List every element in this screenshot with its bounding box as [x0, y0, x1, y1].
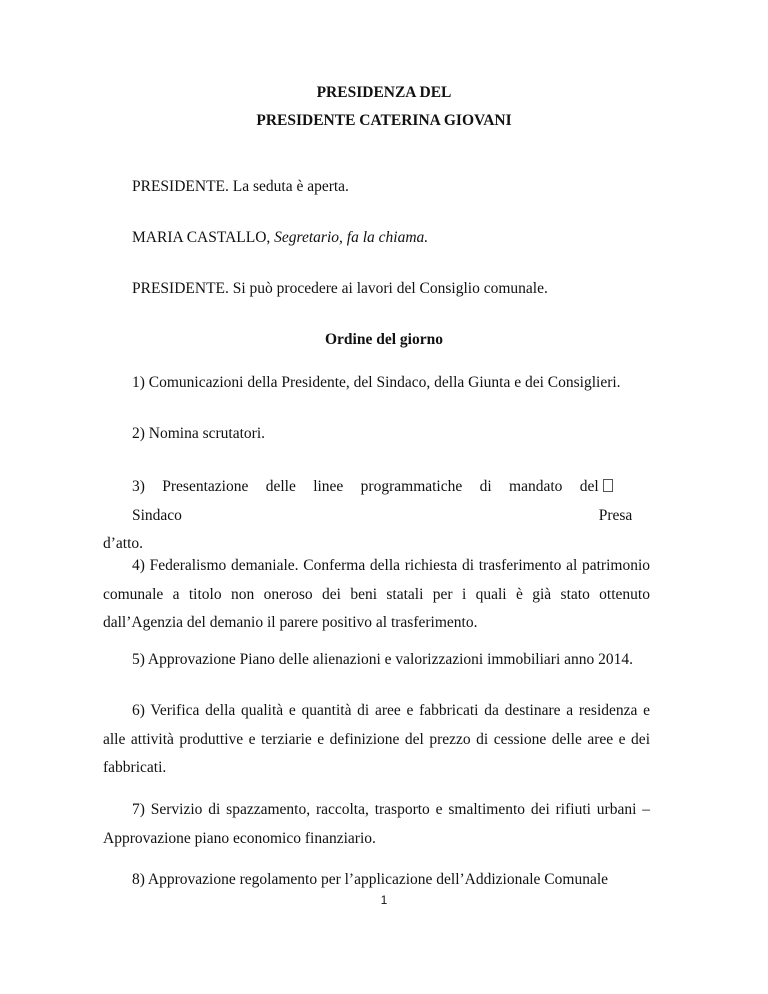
secretary-role: Segretario, fa la chiama. — [274, 229, 429, 246]
agenda-item-3 — [103, 473, 650, 559]
agenda-item-7: 7) Servizio di spazzamento, raccolta, trasporto e smaltimento dei rifiuti urbani – Approvazione piano economico finanziario. — [103, 801, 650, 847]
agenda-item-5: 5) Approvazione Piano delle alienazioni e valorizzazioni immobiliari anno 2014. — [132, 651, 634, 668]
header-line-1: PRESIDENZA DEL — [316, 84, 452, 101]
page-number: 1 — [380, 893, 388, 907]
agenda-item-3-text: 3) Presentazione delle linee programmatiche di mandato del Sindaco — [132, 478, 599, 524]
intro-paragraph-2 — [132, 229, 428, 247]
agenda-item-3-tail: Presa — [598, 506, 633, 524]
placeholder-box-icon — [603, 479, 613, 492]
agenda-item-3-line2: d’atto. — [103, 535, 144, 552]
agenda-item-1: 1) Comunicazioni della Presidente, del Sindaco, della Giunta e dei Consiglieri. — [132, 374, 621, 391]
agenda-item-2: 2) Nomina scrutatori. — [132, 425, 266, 442]
intro-paragraph-3: PRESIDENTE. Si può procedere ai lavori del Consiglio comunale. — [132, 280, 548, 297]
agenda-title: Ordine del giorno — [325, 331, 443, 348]
agenda-item-4: 4) Federalismo demaniale. Conferma della richiesta di trasferimento al patrimonio comunale a titolo non oneroso dei beni statali per i quali è già stato ottenuto dall’Agenzia del demanio il parere positivo al trasferimento. — [103, 557, 650, 631]
header-line-2: PRESIDENTE CATERINA GIOVANI — [256, 112, 512, 129]
secretary-name: MARIA CASTALLO, — [132, 229, 275, 246]
agenda-item-6: 6) Verifica della qualità e quantità di aree e fabbricati da destinare a residenza e alle attività produttive e terziarie e definizione del prezzo di cessione delle aree e dei fabbricati. — [103, 702, 650, 776]
agenda-item-8: 8) Approvazione regolamento per l’applicazione dell’Addizionale Comunale — [132, 871, 609, 888]
intro-paragraph-1: PRESIDENTE. La seduta è aperta. — [132, 178, 349, 195]
